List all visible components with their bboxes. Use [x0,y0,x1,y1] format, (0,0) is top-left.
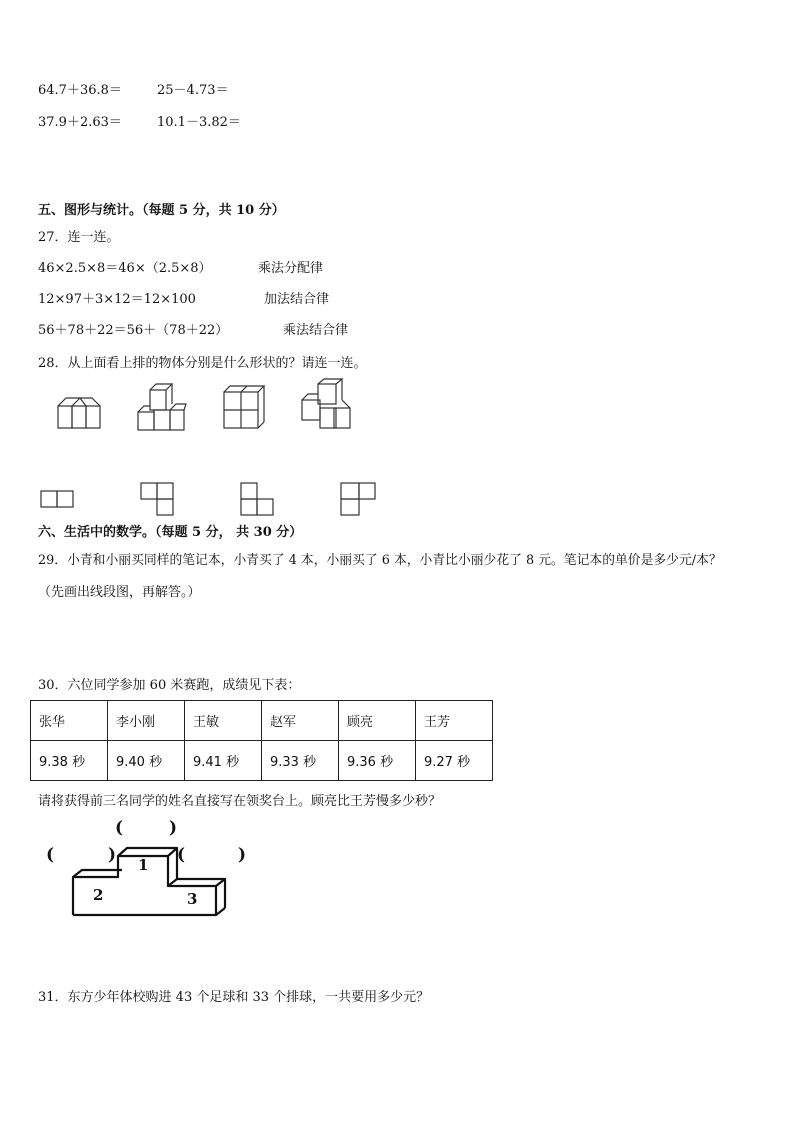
table-row [31,701,493,741]
match-law: 加法结合律 [264,292,330,307]
match-law: 乘法结合律 [283,323,349,338]
table-cell-name: 赵军 [262,701,339,741]
table-cell-name: 顾亮 [339,701,416,741]
match-expression: 12×97＋3×12＝12×100 [38,292,196,307]
section-heading: 六、生活中的数学。（每题 5 分， 共 30 分） [38,525,303,540]
question-title: 30．六位同学参加 60 米赛跑，成绩见下表： [38,678,301,693]
cube-object-2 [136,382,188,434]
table-cell-time: 9.36 秒 [339,741,416,781]
top-view-shape-4 [340,482,378,518]
table-cell-name: 王敏 [185,701,262,741]
table-cell-name: 张华 [31,701,108,741]
table-cell-time: 9.40 秒 [108,741,185,781]
question-note: （先画出线段图，再解答。） [38,585,201,600]
calc-expression: 64.7＋36.8＝ [38,83,122,98]
match-expression: 46×2.5×8＝46×（2.5×8） [38,261,212,276]
results-table [30,700,493,781]
table-cell-time: 9.33 秒 [262,741,339,781]
top-view-shape-2 [140,482,176,518]
podium-rank-3: 3 [187,890,198,908]
podium-answer-blank-3-close[interactable]: ) [238,845,247,865]
match-expression: 56＋78＋22＝56＋（78＋22） [38,323,229,338]
table-cell-name: 王芳 [416,701,493,741]
cube-object-4 [300,378,354,432]
question-title: 28．从上面看上排的物体分别是什么形状的？请连一连。 [38,356,367,371]
top-view-shape-3 [240,482,276,518]
podium-answer-blank-2-open[interactable]: ( [46,845,55,865]
podium-answer-blank-1[interactable]: ( ) [115,818,182,838]
calc-expression: 10.1－3.82＝ [157,115,241,130]
calc-expression: 25－4.73＝ [157,83,229,98]
podium-rank-2: 2 [93,886,104,904]
table-cell-time: 9.41 秒 [185,741,262,781]
top-view-shape-1 [40,490,76,510]
cube-object-3 [222,384,268,432]
podium-rank-1: 1 [138,856,149,874]
match-law: 乘法分配律 [258,261,324,276]
question-text: 29．小青和小丽买同样的笔记本，小青买了 4 本，小丽买了 6 本，小青比小丽少花了 8 元。笔记本的单价是多少元/本？ [38,553,722,568]
podium-diagram [70,842,230,920]
section-heading: 五、图形与统计。（每题 5 分，共 10 分） [38,203,285,218]
cube-object-1 [56,392,104,432]
table-cell-time: 9.38 秒 [31,741,108,781]
podium-answer-blank-2-close[interactable]: ) [108,845,117,865]
table-cell-name: 李小刚 [108,701,185,741]
table-cell-time: 9.27 秒 [416,741,493,781]
podium-answer-blank-3-open[interactable]: ( [177,845,186,865]
question-title: 27．连一连。 [38,230,120,245]
question-text: 请将获得前三名同学的姓名直接写在领奖台上。顾亮比王芳慢多少秒？ [38,794,442,809]
question-title: 31．东方少年体校购进 43 个足球和 33 个排球，一共要用多少元？ [38,990,430,1005]
calc-expression: 37.9＋2.63＝ [38,115,122,130]
table-row [31,741,493,781]
